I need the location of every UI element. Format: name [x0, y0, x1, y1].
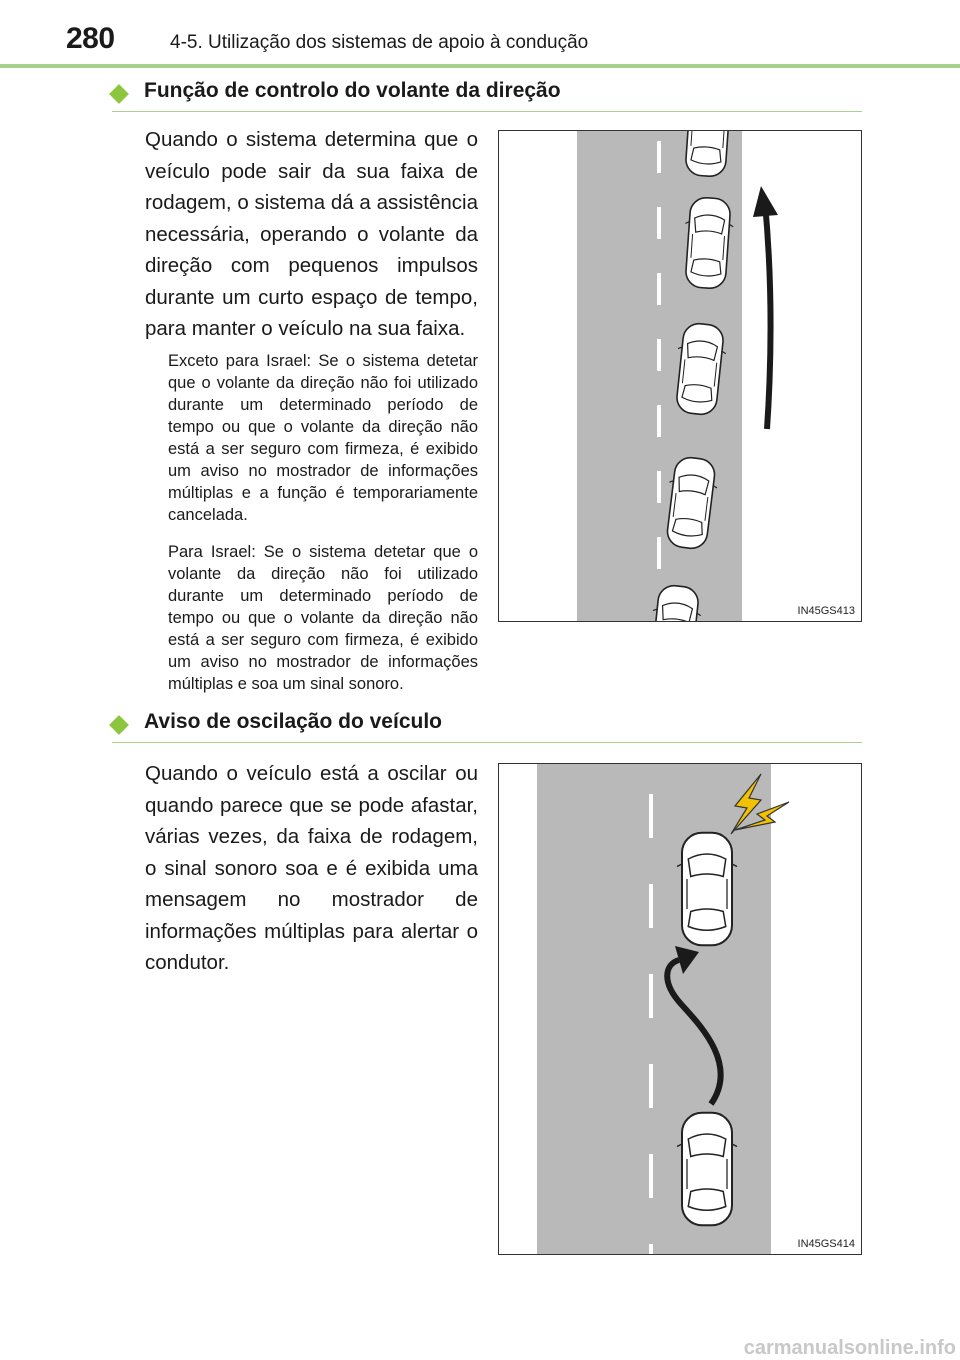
lane-illustration — [499, 131, 861, 621]
heading-text: Aviso de oscilação do veículo — [144, 710, 442, 733]
figure-code: IN45GS413 — [797, 605, 855, 617]
page-number: 280 — [66, 22, 115, 55]
diamond-bullet-icon — [109, 715, 129, 735]
car-icon — [677, 1113, 737, 1226]
figure-code: IN45GS414 — [797, 1238, 855, 1250]
heading-steering-control — [112, 79, 862, 115]
heading-sway-warning — [112, 710, 862, 746]
lane-road — [537, 764, 771, 1254]
figure-lane-keeping — [498, 130, 862, 622]
note-paragraph: Exceto para Israel: Se o sistema detetar que o volante da direção não foi utilizado durante um determinado período de tempo ou que o volante da direção não está a ser seguro com firmeza, é exibido um aviso no mostrador de informações múltiplas e a função é temporariamente cancelada. — [168, 352, 478, 524]
sway-illustration — [499, 764, 861, 1254]
section-title: 4-5. Utilização dos sistemas de apoio à condução — [170, 32, 589, 53]
heading-text: Função de controlo do volante da direção — [144, 79, 561, 102]
heading-rule — [112, 111, 862, 112]
diamond-bullet-icon — [109, 84, 129, 104]
figure-sway-warning — [498, 763, 862, 1255]
car-icon — [677, 833, 737, 946]
page-header — [0, 0, 960, 70]
note-paragraph: Para Israel: Se o sistema detetar que o volante da direção não foi utilizado durante um determinado período de tempo ou que o volante da direção não está a ser seguro com firmeza, é exibido um aviso no mostrador de informações múltiplas e soa um sinal sonoro. — [168, 543, 478, 693]
heading-rule — [112, 742, 862, 743]
watermark: carmanualsonline.info — [743, 1337, 956, 1359]
header-rule — [0, 64, 960, 68]
body-paragraph: Quando o veículo está a oscilar ou quando parece que se pode afastar, várias vezes, da faixa de rodagem, o sinal sonoro soa e é exibida uma mensagem no mostrador de informações múltiplas para alertar o condutor. — [145, 762, 478, 974]
body-paragraph: Quando o sistema determina que o veículo pode sair da sua faixa de rodagem, o sistema dá a assistência necessária, operando o volante da direção com pequenos impulsos durante um curto espaço de tempo, para manter o veículo na sua faixa. — [145, 128, 478, 340]
